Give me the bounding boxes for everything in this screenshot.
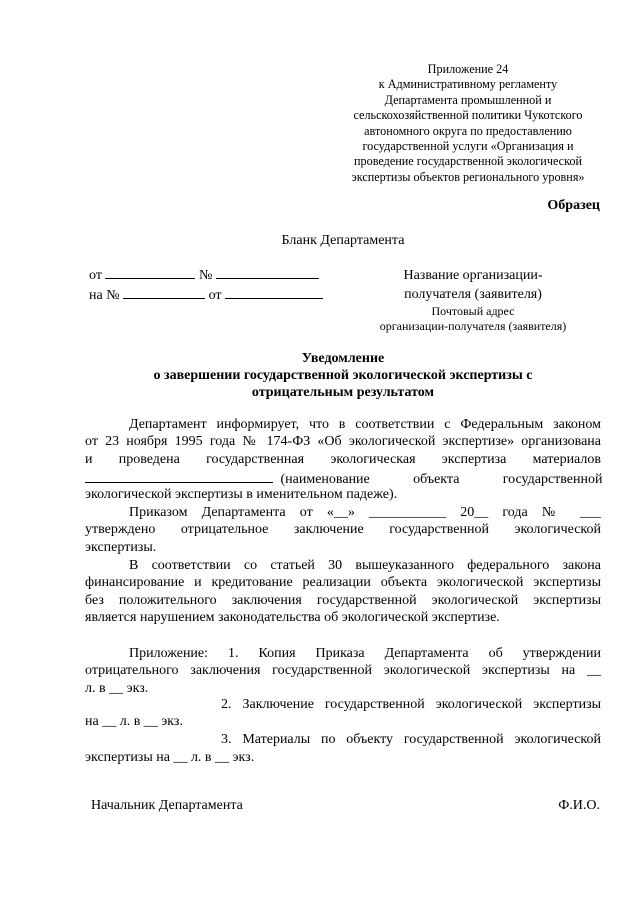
from-label-2: от (208, 288, 222, 303)
registration-line-2 (89, 286, 323, 304)
title-line: о завершении государственной экологической экспертизы с (153, 368, 533, 383)
document-title (0, 350, 640, 401)
attachment-line: 3. Материалы по объекту государственной экологической (221, 732, 601, 747)
number-label: № (198, 268, 213, 283)
body-line: без положительного заключения государственной экологической экспертизы (85, 593, 601, 608)
body-line: финансирование и кредитование реализации объекта экологической экспертизы (85, 575, 601, 590)
registration-line-1 (89, 266, 319, 284)
recipient-name-line: получателя (заявителя) (404, 287, 542, 302)
appendix-line: Департамента промышленной и (384, 92, 552, 107)
signature-position: Начальник Департамента (91, 798, 243, 813)
appendix-line: проведение государственной экологической (354, 154, 582, 169)
materials-blank (85, 470, 273, 483)
attachment-line: на __ л. в __ экз. (85, 714, 183, 729)
appendix-line: государственной услуги «Организация и (362, 139, 574, 154)
body-text: (наименование объекта государственной (280, 472, 603, 487)
body-line: экологической экспертизы в именительном падеже). (85, 487, 398, 502)
body-line: экспертизы. (85, 540, 157, 555)
appendix-line: Приложение 24 (427, 62, 509, 76)
recipient-name-line: Название организации- (403, 268, 543, 283)
body-line-blank (85, 470, 601, 488)
incoming-number-blank (123, 286, 205, 299)
body-line: В соответствии со статьей 30 вышеуказанного федерального закона (129, 558, 601, 573)
incoming-date-blank (225, 286, 323, 299)
to-number-label: на № (89, 288, 120, 303)
body-line: Департамент информирует, что в соответствии с Федеральным законом (129, 417, 601, 432)
appendix-line: экспертизы объектов регионального уровня» (351, 169, 585, 184)
body-line: является нарушением законодательства об экологической экспертизе. (85, 610, 500, 625)
signature-name: Ф.И.О. (558, 798, 600, 813)
blank-label: Бланк Департамента (281, 233, 405, 248)
number-blank (216, 266, 319, 279)
attachment-line: отрицательного заключения государственной экологической экспертизы на __ (85, 663, 601, 678)
appendix-line: сельскохозяйственной политики Чукотского (353, 108, 583, 123)
body-line: и проведена государственная экологическая экспертиза материалов (85, 452, 601, 467)
date-blank (105, 266, 195, 279)
appendix-line: автономного округа по предоставлению (364, 123, 572, 138)
body-line: утверждено отрицательное заключение государственной экологической (85, 522, 601, 537)
recipient-address-line: Почтовый адрес (431, 304, 515, 318)
sample-label: Образец (547, 198, 600, 213)
body-line: Приказом Департамента от «__» ___________ 20__ года № ___ (129, 505, 601, 520)
from-label: от (89, 268, 102, 283)
title-line: Уведомление (301, 351, 385, 366)
attachment-line: 2. Заключение государственной экологической экспертизы (221, 697, 601, 712)
attachment-line: Приложение: 1. Копия Приказа Департамента об утверждении (129, 646, 601, 661)
recipient-block (362, 266, 584, 334)
attachment-line: л. в __ экз. (85, 681, 149, 696)
attachment-line: экспертизы на __ л. в __ экз. (85, 750, 255, 765)
appendix-header (330, 62, 606, 185)
appendix-line: к Административному регламенту (378, 77, 558, 92)
recipient-address-line: организации-получателя (заявителя) (379, 319, 567, 333)
title-line: отрицательным результатом (251, 385, 435, 400)
body-line: от 23 ноября 1995 года № 174-ФЗ «Об экологической экспертизе» организована (85, 434, 601, 449)
